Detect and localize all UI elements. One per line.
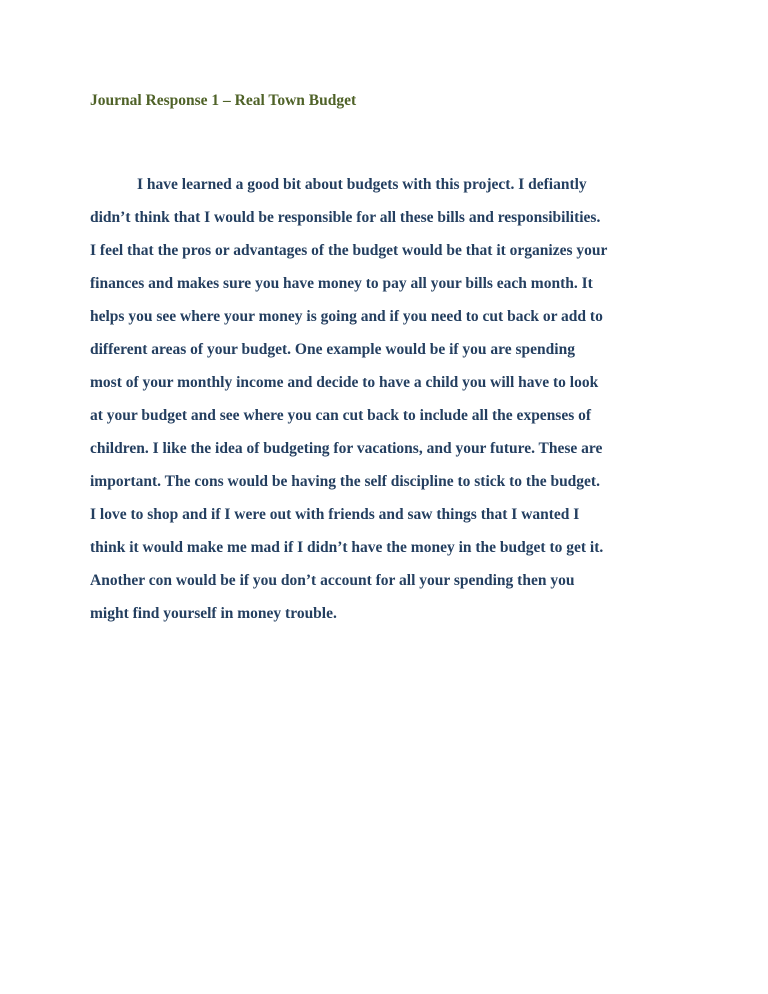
document-title: Journal Response 1 – Real Town Budget	[90, 92, 357, 109]
body-line: I feel that the pros or advantages of the budget would be that it organizes your	[90, 242, 608, 259]
body-line: I have learned a good bit about budgets with this project. I defiantly	[137, 176, 587, 193]
body-line: might find yourself in money trouble.	[90, 605, 337, 622]
body-line: think it would make me mad if I didn’t have the money in the budget to get it.	[90, 539, 604, 556]
body-line: didn’t think that I would be responsible for all these bills and responsibilities.	[90, 209, 601, 226]
body-line: different areas of your budget. One example would be if you are spending	[90, 341, 575, 358]
body-line: helps you see where your money is going and if you need to cut back or add to	[90, 308, 603, 325]
body-line: most of your monthly income and decide to have a child you will have to look	[90, 374, 599, 391]
body-line: at your budget and see where you can cut back to include all the expenses of	[90, 407, 592, 424]
document-body	[90, 168, 690, 630]
body-line: finances and makes sure you have money to pay all your bills each month. It	[90, 275, 593, 292]
body-line: important. The cons would be having the self discipline to stick to the budget.	[90, 473, 600, 490]
body-line: children. I like the idea of budgeting for vacations, and your future. These are	[90, 440, 603, 457]
body-line: I love to shop and if I were out with friends and saw things that I wanted I	[90, 506, 580, 523]
body-line: Another con would be if you don’t account for all your spending then you	[90, 572, 575, 589]
